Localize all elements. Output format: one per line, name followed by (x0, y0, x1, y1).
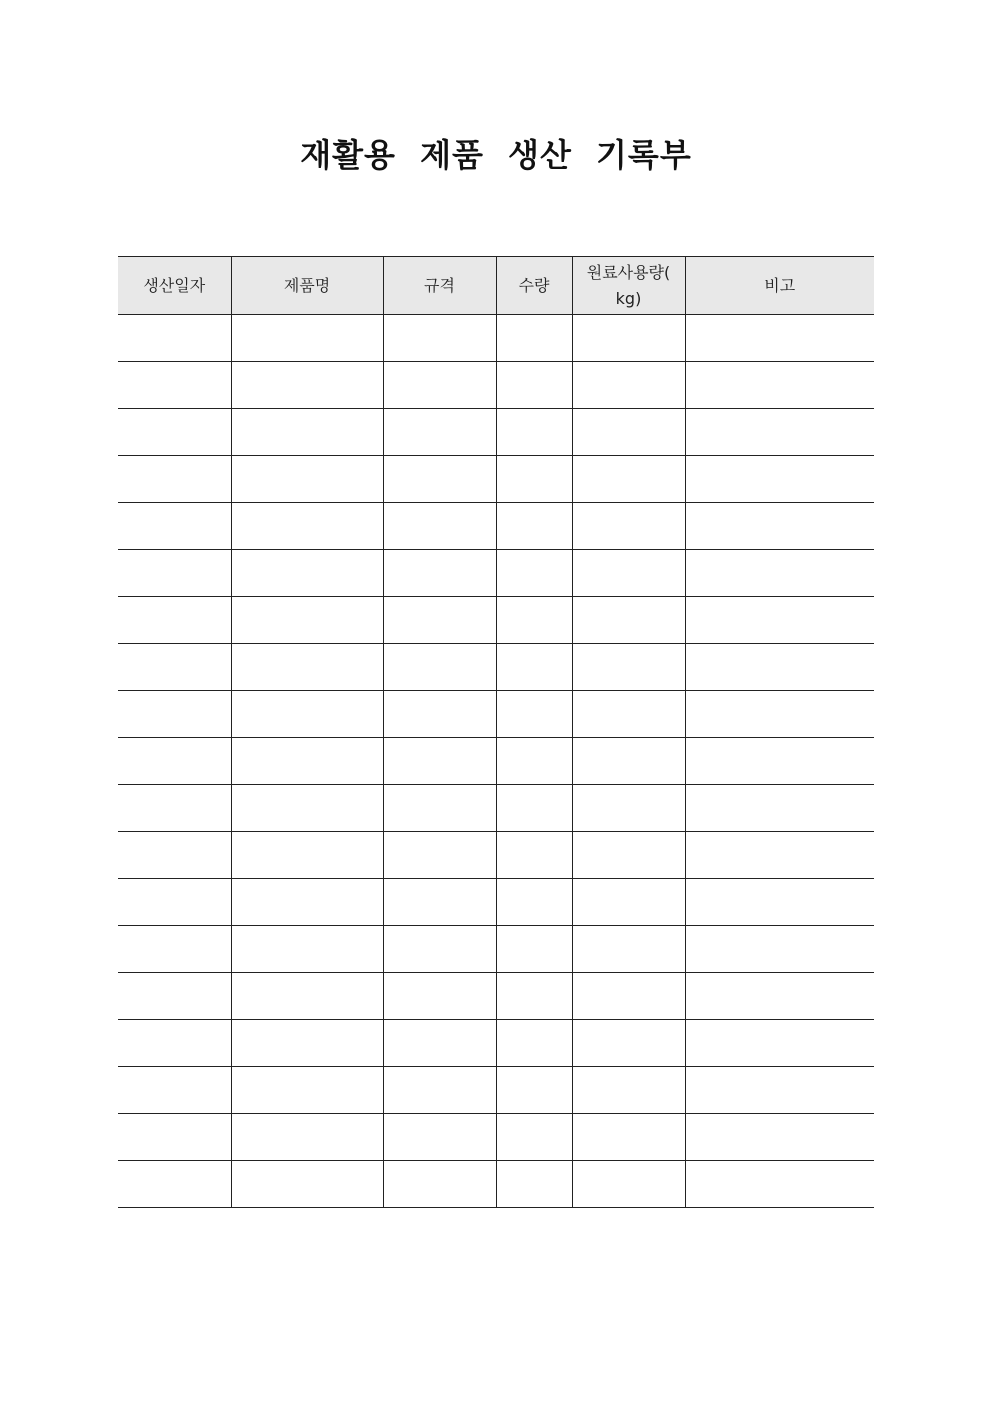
cell-production-date[interactable] (118, 832, 231, 879)
cell-specification[interactable] (383, 597, 496, 644)
cell-quantity[interactable] (496, 879, 572, 926)
cell-specification[interactable] (383, 456, 496, 503)
cell-remarks[interactable] (685, 879, 874, 926)
cell-remarks[interactable] (685, 456, 874, 503)
cell-production-date[interactable] (118, 973, 231, 1020)
table-row (118, 503, 874, 550)
cell-remarks[interactable] (685, 832, 874, 879)
production-record-table (118, 256, 874, 1208)
cell-production-date[interactable] (118, 785, 231, 832)
cell-product-name[interactable] (231, 1161, 383, 1208)
cell-product-name[interactable] (231, 785, 383, 832)
cell-material-usage[interactable] (572, 550, 685, 597)
cell-remarks[interactable] (685, 1114, 874, 1161)
table-row (118, 973, 874, 1020)
cell-specification[interactable] (383, 785, 496, 832)
cell-production-date[interactable] (118, 1020, 231, 1067)
table-row (118, 1067, 874, 1114)
cell-quantity[interactable] (496, 738, 572, 785)
cell-remarks[interactable] (685, 785, 874, 832)
header-remarks: 비고 (685, 257, 874, 315)
cell-product-name[interactable] (231, 973, 383, 1020)
cell-remarks[interactable] (685, 738, 874, 785)
table-row (118, 691, 874, 738)
cell-material-usage[interactable] (572, 362, 685, 409)
cell-specification[interactable] (383, 315, 496, 362)
cell-product-name[interactable] (231, 550, 383, 597)
cell-material-usage[interactable] (572, 973, 685, 1020)
header-material-usage-line2: kg) (615, 288, 642, 308)
cell-product-name[interactable] (231, 926, 383, 973)
cell-material-usage[interactable] (572, 1067, 685, 1114)
cell-quantity[interactable] (496, 691, 572, 738)
cell-remarks[interactable] (685, 1161, 874, 1208)
page-title: 재활용 제품 생산 기록부 (300, 136, 692, 174)
cell-material-usage[interactable] (572, 315, 685, 362)
cell-product-name[interactable] (231, 1067, 383, 1114)
cell-specification[interactable] (383, 691, 496, 738)
cell-material-usage[interactable] (572, 409, 685, 456)
cell-material-usage[interactable] (572, 1020, 685, 1067)
cell-remarks[interactable] (685, 926, 874, 973)
cell-material-usage[interactable] (572, 597, 685, 644)
cell-specification[interactable] (383, 973, 496, 1020)
table-row (118, 409, 874, 456)
cell-quantity[interactable] (496, 503, 572, 550)
cell-product-name[interactable] (231, 738, 383, 785)
cell-remarks[interactable] (685, 1067, 874, 1114)
cell-remarks[interactable] (685, 362, 874, 409)
cell-product-name[interactable] (231, 409, 383, 456)
cell-product-name[interactable] (231, 644, 383, 691)
cell-specification[interactable] (383, 1067, 496, 1114)
cell-remarks[interactable] (685, 644, 874, 691)
table-row (118, 1114, 874, 1161)
cell-quantity[interactable] (496, 973, 572, 1020)
cell-product-name[interactable] (231, 503, 383, 550)
cell-specification[interactable] (383, 1114, 496, 1161)
cell-product-name[interactable] (231, 1114, 383, 1161)
cell-remarks[interactable] (685, 503, 874, 550)
cell-production-date[interactable] (118, 738, 231, 785)
table-row (118, 785, 874, 832)
cell-production-date[interactable] (118, 691, 231, 738)
cell-specification[interactable] (383, 362, 496, 409)
cell-quantity[interactable] (496, 644, 572, 691)
table-row (118, 362, 874, 409)
cell-production-date[interactable] (118, 1114, 231, 1161)
table-row (118, 597, 874, 644)
cell-quantity[interactable] (496, 785, 572, 832)
table-row (118, 550, 874, 597)
cell-production-date[interactable] (118, 1067, 231, 1114)
cell-material-usage[interactable] (572, 879, 685, 926)
header-material-usage-line1: 원료사용량( (586, 262, 671, 282)
table-row (118, 926, 874, 973)
header-production-date: 생산일자 (118, 257, 231, 315)
cell-production-date[interactable] (118, 1161, 231, 1208)
cell-specification[interactable] (383, 832, 496, 879)
cell-quantity[interactable] (496, 1161, 572, 1208)
cell-specification[interactable] (383, 738, 496, 785)
cell-production-date[interactable] (118, 456, 231, 503)
cell-quantity[interactable] (496, 597, 572, 644)
table-row (118, 1020, 874, 1067)
cell-remarks[interactable] (685, 597, 874, 644)
cell-product-name[interactable] (231, 362, 383, 409)
cell-quantity[interactable] (496, 315, 572, 362)
cell-production-date[interactable] (118, 315, 231, 362)
cell-specification[interactable] (383, 926, 496, 973)
cell-material-usage[interactable] (572, 832, 685, 879)
header-specification: 규격 (383, 257, 496, 315)
cell-product-name[interactable] (231, 1020, 383, 1067)
header-product-name: 제품명 (231, 257, 383, 315)
cell-quantity[interactable] (496, 550, 572, 597)
cell-remarks[interactable] (685, 409, 874, 456)
cell-specification[interactable] (383, 879, 496, 926)
cell-remarks[interactable] (685, 315, 874, 362)
cell-production-date[interactable] (118, 597, 231, 644)
cell-production-date[interactable] (118, 644, 231, 691)
cell-material-usage[interactable] (572, 926, 685, 973)
cell-quantity[interactable] (496, 1067, 572, 1114)
cell-specification[interactable] (383, 503, 496, 550)
table-row (118, 832, 874, 879)
cell-specification[interactable] (383, 644, 496, 691)
cell-specification[interactable] (383, 1161, 496, 1208)
cell-production-date[interactable] (118, 926, 231, 973)
table-header-row (118, 257, 874, 315)
cell-remarks[interactable] (685, 1020, 874, 1067)
cell-material-usage[interactable] (572, 691, 685, 738)
cell-product-name[interactable] (231, 691, 383, 738)
header-material-usage (572, 257, 685, 315)
cell-quantity[interactable] (496, 362, 572, 409)
cell-quantity[interactable] (496, 1020, 572, 1067)
table-row (118, 456, 874, 503)
cell-material-usage[interactable] (572, 738, 685, 785)
table-row (118, 315, 874, 362)
cell-material-usage[interactable] (572, 456, 685, 503)
cell-quantity[interactable] (496, 1114, 572, 1161)
cell-material-usage[interactable] (572, 785, 685, 832)
cell-product-name[interactable] (231, 315, 383, 362)
table-body (118, 315, 874, 1208)
cell-remarks[interactable] (685, 973, 874, 1020)
cell-quantity[interactable] (496, 456, 572, 503)
cell-production-date[interactable] (118, 879, 231, 926)
cell-remarks[interactable] (685, 691, 874, 738)
cell-quantity[interactable] (496, 409, 572, 456)
cell-production-date[interactable] (118, 409, 231, 456)
table-row (118, 879, 874, 926)
header-quantity: 수량 (496, 257, 572, 315)
cell-product-name[interactable] (231, 832, 383, 879)
table-row (118, 1161, 874, 1208)
cell-production-date[interactable] (118, 362, 231, 409)
cell-product-name[interactable] (231, 879, 383, 926)
cell-remarks[interactable] (685, 550, 874, 597)
table-row (118, 644, 874, 691)
cell-product-name[interactable] (231, 456, 383, 503)
cell-material-usage[interactable] (572, 1114, 685, 1161)
cell-specification[interactable] (383, 409, 496, 456)
cell-material-usage[interactable] (572, 503, 685, 550)
cell-material-usage[interactable] (572, 644, 685, 691)
cell-specification[interactable] (383, 550, 496, 597)
cell-production-date[interactable] (118, 550, 231, 597)
cell-quantity[interactable] (496, 926, 572, 973)
cell-material-usage[interactable] (572, 1161, 685, 1208)
cell-product-name[interactable] (231, 597, 383, 644)
cell-quantity[interactable] (496, 832, 572, 879)
cell-production-date[interactable] (118, 503, 231, 550)
table-row (118, 738, 874, 785)
cell-specification[interactable] (383, 1020, 496, 1067)
